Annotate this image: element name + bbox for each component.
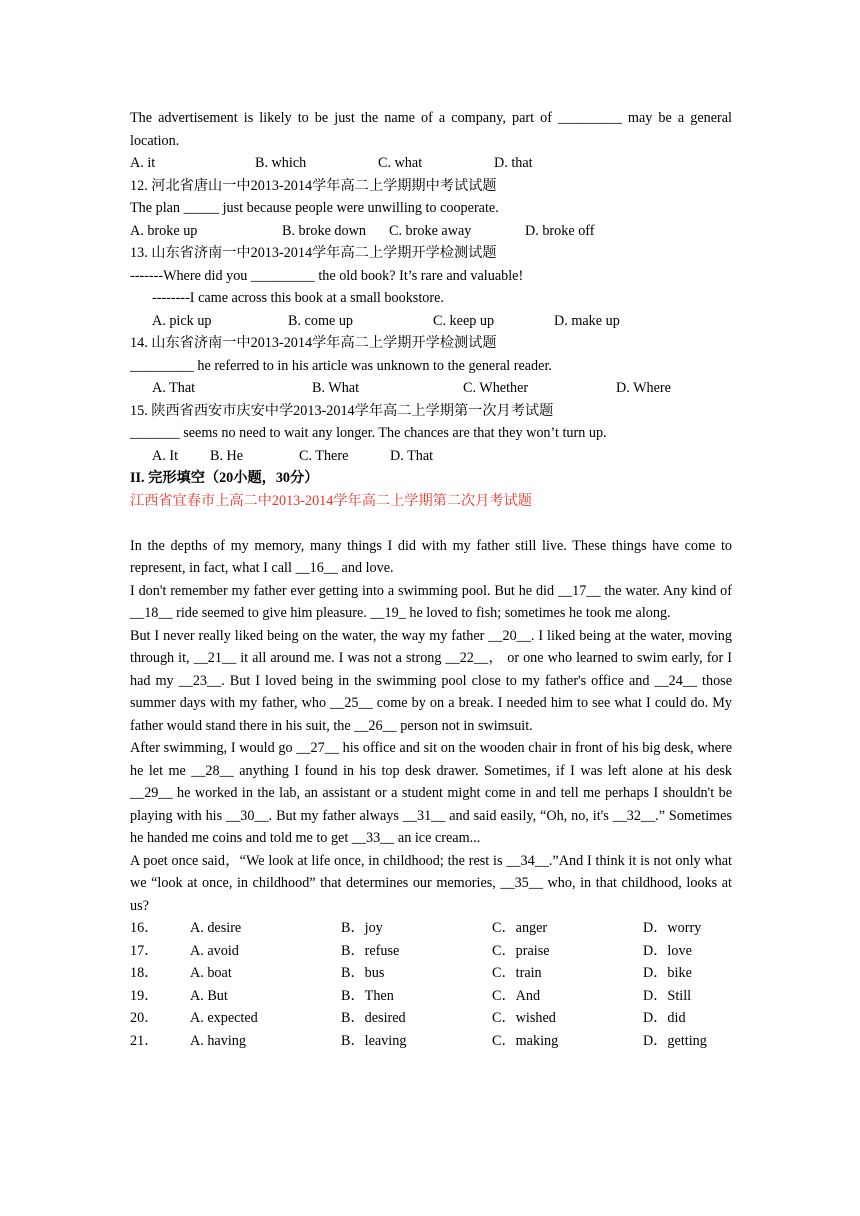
option-b: B. which (255, 155, 307, 171)
option-d: D．getting (643, 1032, 707, 1049)
option-a: A. broke up (130, 222, 198, 239)
option-d: D．worry (643, 920, 702, 936)
option-a: A. But (190, 987, 228, 1004)
option-a: A. desire (190, 920, 242, 936)
option-c: C. what (378, 155, 423, 171)
passage-paragraph: But I never really liked being on the water, the way my father __20__. I liked being at the water, moving through it, __21__ it all around me. I was not a strong __22__， or one who learned to swim early, for I had my __23__. But I loved being in the swimming pool close to my father's office and __24__ those summer days with my father, who __25__ come by on a break. I needed him to see what I could do. My father would stand there in his suit, the __26__ person not in swimsuit. (130, 627, 732, 734)
option-c: C．anger (492, 920, 548, 936)
option-a: A. pick up (152, 312, 212, 329)
option-c: C. Whether (463, 380, 529, 396)
passage-paragraph: In the depths of my memory, many things I did with my father still live. These things have come to represent, in fact, what I call __16__ and love. (130, 537, 732, 576)
passage-paragraph: A poet once said，“We look at life once, in childhood; the rest is __34__.”And I think it is not only what we “look at once, in childhood” that determines our memories, __35__ who, in that childhood, looks at us? (130, 852, 732, 914)
question-reply: --------I came across this book at a small bookstore. (152, 290, 444, 306)
option-d: D. That (390, 447, 434, 464)
option-a: A. It (152, 447, 179, 464)
document-page (130, 107, 732, 1052)
question-heading: 14. 山东省济南一中2013-2014学年高二上学期开学检测试题 (130, 335, 497, 351)
table-row (130, 1030, 732, 1053)
option-c: C．praise (492, 942, 550, 959)
option-b: B. He (210, 447, 244, 464)
table-row (130, 940, 732, 963)
question-number: 18． (130, 965, 159, 981)
option-b: B. broke down (282, 222, 366, 239)
question-number: 16． (130, 920, 159, 936)
option-b: B．Then (341, 987, 394, 1004)
option-c: C. There (299, 447, 349, 464)
question-number: 17． (130, 942, 159, 959)
option-c: C．train (492, 965, 542, 981)
question-stem: The advertisement is likely to be just the name of a company, part of _________ may be a general location. (130, 110, 732, 149)
option-b: B．joy (341, 920, 383, 936)
options-row (130, 310, 732, 333)
table-row (130, 985, 732, 1008)
option-d: D．did (643, 1010, 686, 1026)
option-b: B．desired (341, 1010, 406, 1026)
blank-line (130, 512, 732, 535)
question-stem: _________ he referred to in his article was unknown to the general reader. (130, 357, 552, 374)
option-c: C．wished (492, 1010, 556, 1026)
cloze-options-table (130, 917, 732, 1052)
options-row (130, 377, 732, 400)
option-b: B．leaving (341, 1032, 407, 1049)
option-b: B．bus (341, 965, 385, 981)
table-row (130, 1007, 732, 1030)
option-a: A. having (190, 1032, 246, 1049)
option-d: D．Still (643, 987, 692, 1004)
passage-paragraph: I don't remember my father ever getting into a swimming pool. But he did __17__ the water. Any kind of __18__ ride seemed to give him pleasure. __19_ he loved to fish; sometimes he took me along. (130, 582, 732, 621)
option-a: A. That (152, 380, 196, 396)
table-row (130, 962, 732, 985)
question-number: 20． (130, 1010, 159, 1026)
option-a: A. expected (190, 1010, 258, 1026)
option-a: A. avoid (190, 942, 239, 959)
option-a: A. boat (190, 965, 232, 981)
question-heading: 12. 河北省唐山一中2013-2014学年高二上学期期中考试试题 (130, 177, 497, 194)
passage-paragraph: After swimming, I would go __27__ his office and sit on the wooden chair in front of his big desk, where he let me __28__ anything I found in his top desk drawer. Sometimes, if I was left alone at his desk __29__ he worked in the lab, an assistant or a student might come in and tell me perhaps I shouldn't be playing with his __30__. But my father always __31__ and said easily, “Oh, no, it's __32__.” Sometimes he handed me coins and told me to get __33__ an ice cream... (130, 740, 732, 846)
option-c: C．And (492, 987, 541, 1004)
option-b: B. What (312, 380, 360, 396)
question-stem: The plan _____ just because people were unwilling to cooperate. (130, 200, 499, 216)
option-d: D. broke off (525, 222, 595, 239)
option-c: C．making (492, 1032, 559, 1049)
option-d: D．bike (643, 965, 692, 981)
table-row (130, 917, 732, 940)
options-row (130, 152, 732, 175)
options-row (130, 220, 732, 243)
option-c: C. broke away (389, 222, 472, 239)
question-heading: 13. 山东省济南一中2013-2014学年高二上学期开学检测试题 (130, 245, 497, 261)
option-a: A. it (130, 155, 156, 171)
option-c: C. keep up (433, 312, 495, 329)
option-d: D. that (494, 155, 533, 171)
question-number: 19． (130, 987, 159, 1004)
option-b: B．refuse (341, 942, 400, 959)
question-stem: _______ seems no need to wait any longer. The chances are that they won’t turn up. (130, 425, 607, 441)
section-title: II. 完形填空（20小题，30分） (130, 470, 319, 486)
option-b: B. come up (288, 312, 354, 329)
option-d: D．love (643, 942, 692, 959)
option-d: D. Where (616, 380, 671, 396)
option-d: D. make up (554, 312, 620, 329)
section-source: 江西省宜春市上高二中2013-2014学年高二上学期第二次月考试题 (130, 492, 532, 509)
options-row (130, 445, 732, 468)
question-number: 21． (130, 1032, 159, 1049)
question-stem: -------Where did you _________ the old book? It’s rare and valuable! (130, 267, 524, 284)
question-heading: 15. 陕西省西安市庆安中学2013-2014学年高二上学期第一次月考试题 (130, 402, 554, 419)
